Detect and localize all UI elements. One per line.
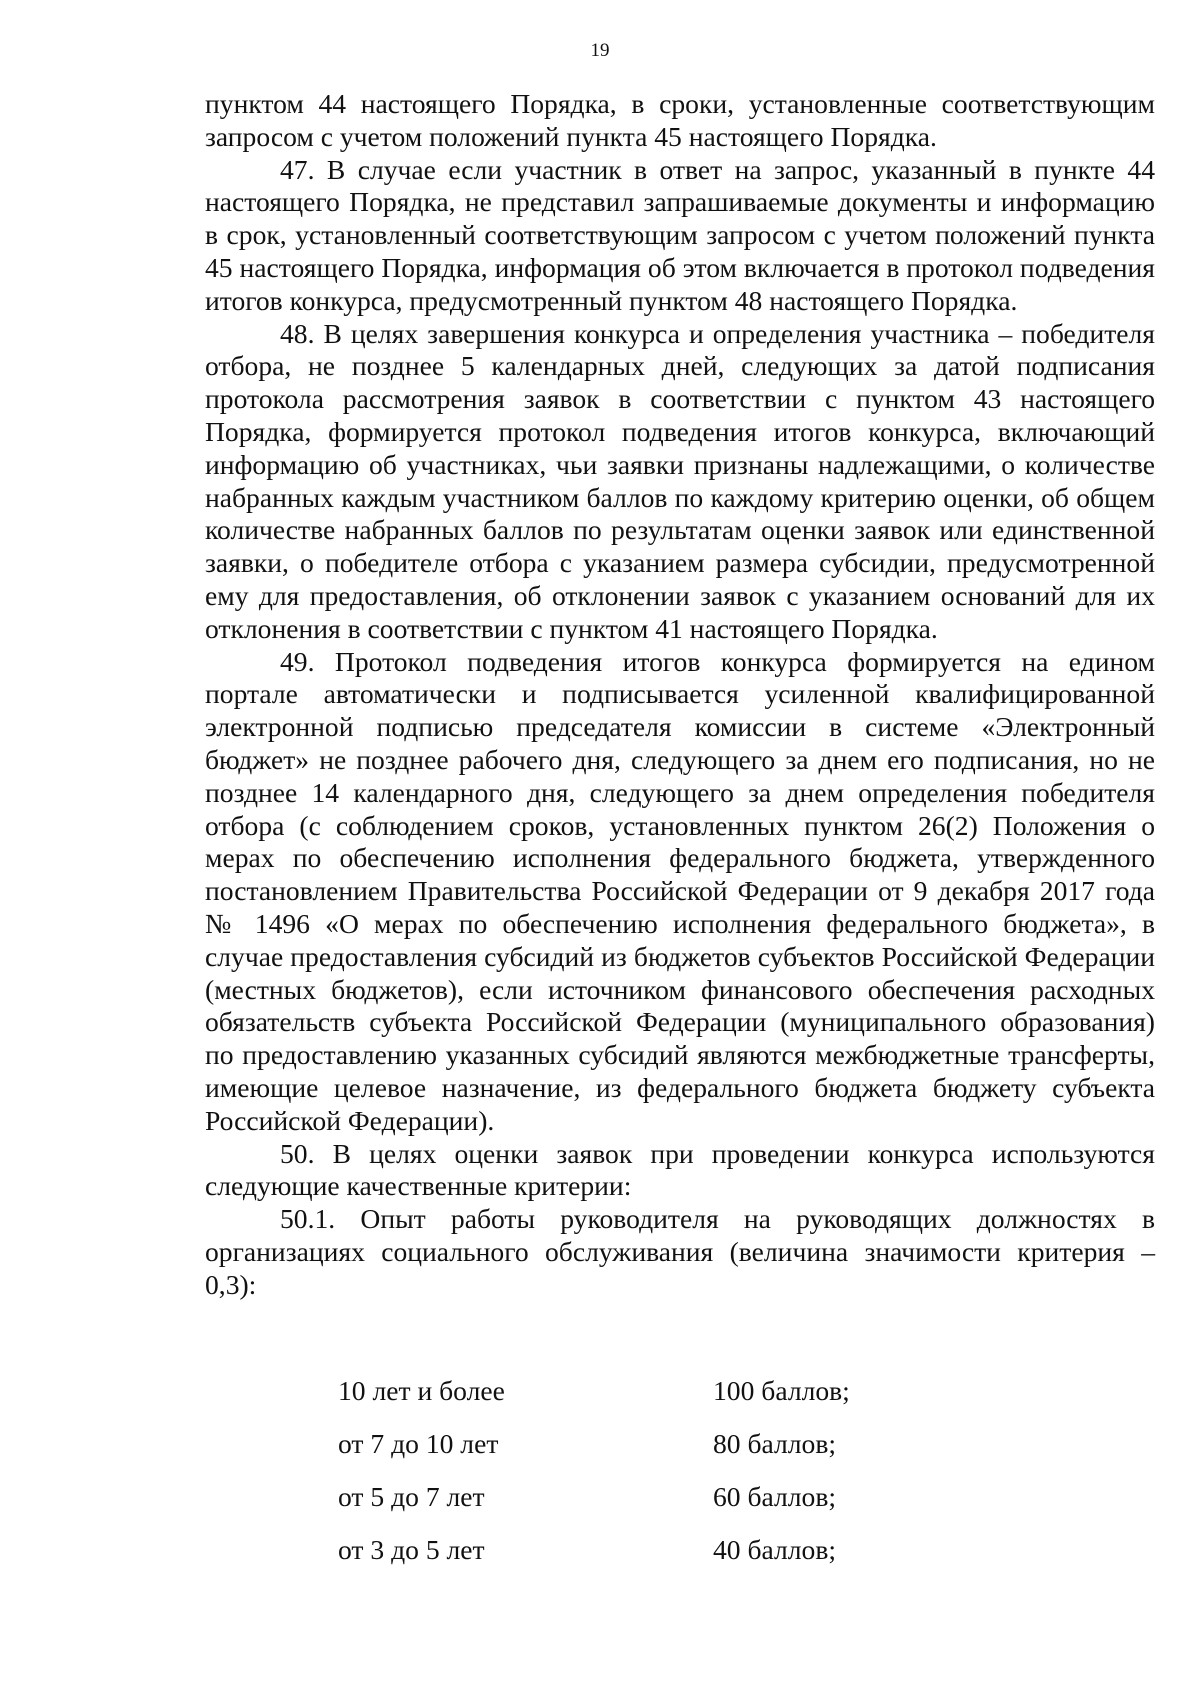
paragraph-48: 48. В целях завершения конкурса и определения участника – победителя отбора, не позднее 5 календарных дней, следующих за датой подписания протокола рассмотрения заявок в соответствии с пунктом 43 настоящего Порядка, формируется протокол подведения итогов конкурса, включающий информацию об участниках, чьи заявки признаны надлежащими, о количестве набранных каждым участником баллов по каждому критерию оценки, об общем количестве набранных баллов по результатам оценки заявок или единственной заявки, о победителе отбора с указанием размера субсидии, предусмотренной ему для предоставления, об отклонении заявок с указанием оснований для их отклонения в соответствии с пунктом 41 настоящего Порядка.	[205, 317, 1155, 644]
paragraph-continuation: пунктом 44 настоящего Порядка, в сроки, установленные соответствующим запросом с учетом положений пункта 45 настоящего Порядка.	[205, 88, 1155, 152]
criteria-score: 80 баллов;	[713, 1428, 837, 1459]
criteria-range: от 7 до 10 лет	[338, 1428, 499, 1459]
criteria-score: 100 баллов;	[713, 1375, 850, 1406]
criteria-score: 40 баллов;	[713, 1534, 837, 1565]
criteria-row	[338, 1428, 898, 1481]
criteria-range: от 5 до 7 лет	[338, 1481, 485, 1512]
criteria-row	[338, 1534, 898, 1587]
criteria-range: 10 лет и более	[338, 1375, 505, 1406]
paragraph-47: 47. В случае если участник в ответ на запрос, указанный в пункте 44 настоящего Порядка, не представил запрашиваемые документы и информацию в срок, установленный соответствующим запросом с учетом положений пункта 45 настоящего Порядка, информация об этом включается в протокол подведения итогов конкурса, предусмотренный пунктом 48 настоящего Порядка.	[205, 153, 1155, 316]
paragraph-50: 50. В целях оценки заявок при проведении конкурса используются следующие качественные критерии:	[205, 1137, 1155, 1202]
criteria-score: 60 баллов;	[713, 1481, 837, 1512]
criteria-range: от 3 до 5 лет	[338, 1534, 485, 1565]
criteria-row	[338, 1375, 898, 1428]
criteria-scale	[338, 1375, 898, 1587]
criteria-row	[338, 1481, 898, 1534]
document-body	[205, 88, 1155, 1301]
paragraph-50-1: 50.1. Опыт работы руководителя на руководящих должностях в организациях социального обслуживания (величина значимости критерия – 0,3):	[205, 1203, 1155, 1300]
paragraph-49: 49. Протокол подведения итогов конкурса формируется на едином портале автоматически и подписывается усиленной квалифицированной электронной подписью председателя комиссии в системе «Электронный бюджет» не позднее рабочего дня, следующего за днем его подписания, но не позднее 14 календарного дня, следующего за днем определения победителя отбора (с соблюдением сроков, установленных пунктом 26(2) Положения о мерах по обеспечению исполнения федерального бюджета, утвержденного постановлением Правительства Российской Федерации от 9 декабря 2017 года № 1496 «О мерах по обеспечению исполнения федерального бюджета», в случае предоставления субсидий из бюджетов субъектов Российской Федерации (местных бюджетов), если источником финансового обеспечения расходных обязательств субъекта Российской Федерации (муниципального образования) по предоставлению указанных субсидий являются межбюджетные трансферты, имеющие целевое назначение, из федерального бюджета бюджету субъекта Российской Федерации).	[205, 645, 1155, 1136]
page-number: 19	[590, 40, 610, 61]
